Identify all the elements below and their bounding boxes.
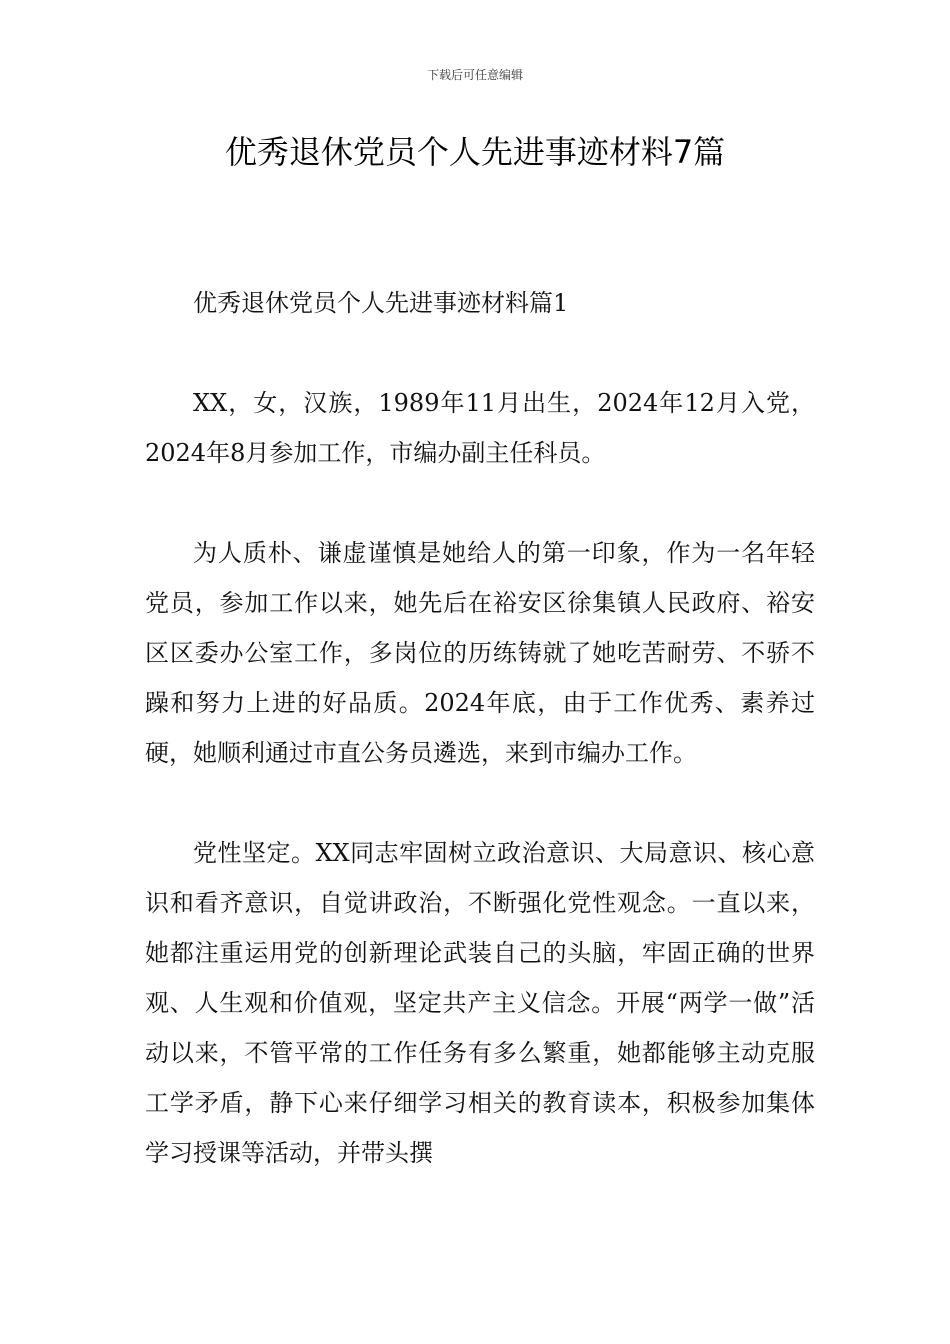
page-header-note: 下载后可任意编辑 [426, 68, 523, 82]
document-body [145, 278, 815, 1178]
section-heading: 优秀退休党员个人先进事迹材料篇1 [193, 289, 569, 317]
document-title: 优秀退休党员个人先进事迹材料7篇 [224, 133, 726, 171]
paragraph-2: 为人质朴、谦虚谨慎是她给人的第一印象，作为一名年轻党员，参加工作以来，她先后在裕安区徐集镇人民政府、裕安区区委办公室工作，多岗位的历练铸就了她吃苦耐劳、不骄不躁和努力上进的好品质。2024年底，由于工作优秀、素养过硬，她顺利通过市直公务员遴选，来到市编办工作。 [145, 539, 815, 767]
paragraph-1: XX，女，汉族，1989年11月出生，2024年12月入党，2024年8月参加工作，市编办副主任科员。 [145, 389, 815, 467]
paragraph-3: 党性坚定。XX同志牢固树立政治意识、大局意识、核心意识和看齐意识，自觉讲政治，不断强化党性观念。一直以来，她都注重运用党的创新理论武装自己的头脑，牢固正确的世界观、人生观和价值观，坚定共产主义信念。开展“两学一做”活动以来，不管平常的工作任务有多么繁重，她都能够主动克服工学矛盾，静下心来仔细学习相关的教育读本，积极参加集体学习授课等活动，并带头撰 [145, 839, 815, 1167]
